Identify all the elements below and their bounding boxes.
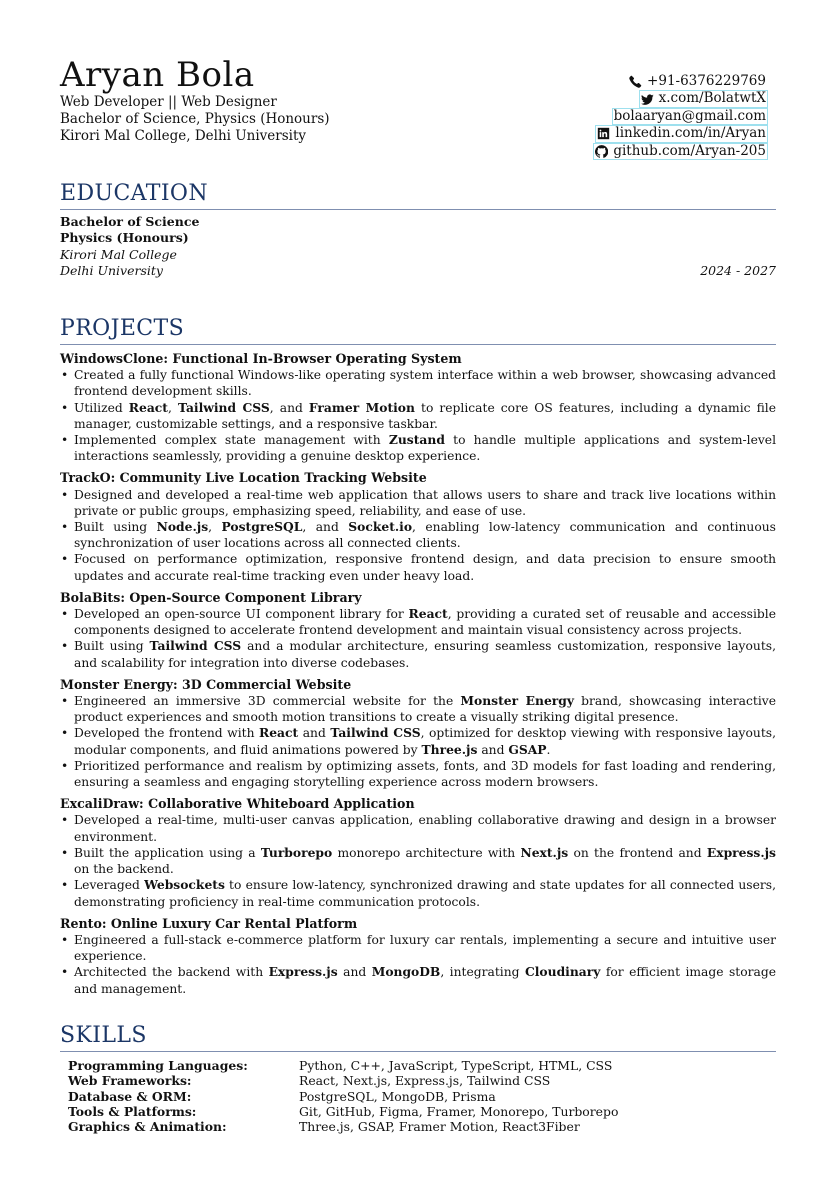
contact-phone-text: +91-6376229769 (647, 73, 766, 89)
project-bullet (60, 877, 776, 909)
candidate-name: Aryan Bola (60, 55, 255, 95)
bullet-text: and (477, 742, 509, 757)
project-entry (60, 916, 776, 997)
bullet-text: Designed and developed a real-time web application that allows users to share and track live locations within private or public groups, emphasizing speed, reliability, and ease of use. (74, 487, 776, 518)
bullet-text: to replicate core OS features, including a dynamic file manager, customizable settings, and a responsive taskbar. (74, 400, 776, 431)
bullet-keyword: Three.js (421, 741, 478, 757)
project-bullet (60, 400, 776, 432)
bullet-text: Built using (74, 639, 150, 654)
bullet-keyword: React (259, 725, 299, 741)
project-bullet (60, 432, 776, 464)
education-degree: Bachelor of Science (60, 214, 200, 229)
skills-row (68, 1089, 618, 1104)
education-entry (60, 214, 776, 280)
project-bullets (60, 812, 776, 909)
contact-linkedin[interactable] (593, 125, 768, 142)
bullet-text: Engineered an immersive 3D commercial website for the (74, 694, 461, 709)
bullet-text: , and (302, 520, 349, 535)
skill-values: PostgreSQL, MongoDB, Prisma (299, 1088, 496, 1104)
bullet-text: . (546, 742, 551, 757)
bullet-keyword: React (408, 606, 448, 622)
bullet-keyword: Tailwind CSS (330, 725, 421, 741)
bullet-text: Prioritized performance and realism by optimizing assets, fonts, and 3D models for fast loading and rendering, ensuring a seamless and engaging storytelling experience across modern browsers. (74, 758, 776, 790)
skill-category: Database & ORM: (68, 1088, 192, 1104)
bullet-keyword: Next.js (520, 844, 569, 860)
bullet-keyword: Websockets (144, 877, 225, 893)
project-title: BolaBits: Open-Source Component Library (60, 589, 362, 605)
bullet-keyword: Tailwind CSS (177, 399, 270, 415)
contact-linkedin-text: linkedin.com/in/Aryan (615, 125, 766, 142)
projects-section (60, 316, 776, 997)
education-college: Kirori Mal College (60, 246, 177, 262)
project-title: WindowsClone: Functional In-Browser Operating System (60, 351, 462, 366)
project-bullets (60, 367, 776, 464)
bullet-keyword: Turborepo (260, 844, 333, 860)
education-dates: 2024 - 2027 (700, 263, 776, 279)
college-line: Kirori Mal College, Delhi University (60, 128, 307, 144)
project-entry (60, 677, 776, 790)
skill-category: Web Frameworks: (68, 1073, 192, 1089)
skill-category: Graphics & Animation: (68, 1119, 227, 1135)
bullet-text: Implemented complex state management with (74, 433, 389, 448)
bullet-text: to handle multiple applications and system-level interactions seamlessly, providing a genuine desktop experience. (74, 433, 777, 464)
degree-line: Bachelor of Science, Physics (Honours) (60, 111, 330, 127)
contact-github-text: github.com/Aryan-205 (613, 142, 766, 159)
education-section (60, 181, 776, 280)
bullet-text: Built the application using a (74, 845, 261, 860)
project-entry (60, 351, 776, 464)
project-title: Monster Energy: 3D Commercial Website (60, 676, 352, 692)
project-bullet (60, 487, 776, 519)
bullet-text: , enabling low-latency communication and continuous synchronization of user locations across all connected clients. (74, 520, 776, 551)
bullet-keyword: Tailwind CSS (149, 638, 242, 654)
bullet-text: and a modular architecture, ensuring seamless customization, responsive layouts, and scalability for integration into diverse codebases. (74, 639, 776, 670)
skill-category: Tools & Platforms: (68, 1103, 197, 1119)
bullet-text: , optimized for desktop viewing with responsive layouts, modular components, and fluid animations powered by (74, 726, 776, 757)
bullet-text: and (337, 965, 372, 980)
bullet-keyword: Monster Energy (460, 693, 574, 709)
bullet-text: for efficient image storage and management. (74, 965, 776, 996)
bullet-text: , and (269, 400, 309, 415)
skills-section (60, 1023, 776, 1134)
bullet-keyword: Node.js (156, 519, 209, 535)
bullet-keyword: Express.js (268, 964, 338, 980)
bullet-text: Leveraged (74, 878, 145, 893)
project-bullet (60, 812, 776, 844)
bullet-text: monorepo architecture with (332, 845, 521, 860)
bullet-text: to ensure low-latency, synchronized drawing and state updates for all connected users, demonstrating proficiency in real-time communication protocols. (74, 878, 776, 909)
skills-row (68, 1058, 618, 1073)
project-bullets (60, 487, 776, 584)
skill-category: Programming Languages: (68, 1058, 248, 1073)
project-bullet (60, 932, 776, 964)
bullet-text: Created a fully functional Windows-like operating system interface within a web browser, showcasing advanced frontend development skills. (74, 368, 776, 399)
bullet-text: Architected the backend with (74, 965, 269, 980)
skills-row (68, 1073, 618, 1088)
education-heading: EDUCATION (60, 181, 776, 210)
project-entry (60, 796, 776, 909)
skills-row (68, 1119, 618, 1134)
skill-values: React, Next.js, Express.js, Tailwind CSS (299, 1073, 551, 1089)
phone-icon (629, 75, 642, 88)
resume-header (60, 55, 776, 159)
bullet-keyword: Framer Motion (308, 399, 415, 415)
project-bullet (60, 551, 776, 583)
project-bullet (60, 638, 776, 670)
project-entry (60, 590, 776, 671)
project-bullet (60, 845, 776, 877)
bullet-text: Developed the frontend with (74, 726, 259, 741)
project-bullets (60, 932, 776, 997)
twitter-icon (641, 93, 654, 106)
project-bullets (60, 693, 776, 790)
bullet-keyword: Socket.io (348, 519, 413, 535)
project-bullets (60, 606, 776, 671)
skill-values: Git, GitHub, Figma, Framer, Monorepo, Turborepo (299, 1103, 619, 1119)
bullet-text: Developed a real-time, multi-user canvas application, enabling collaborative drawing and design in a browser environment. (74, 813, 776, 844)
contact-list (593, 73, 768, 160)
project-bullet (60, 725, 776, 757)
project-bullet (60, 693, 776, 725)
project-bullet (60, 519, 776, 551)
bullet-text: and (298, 726, 331, 741)
skills-row (68, 1104, 618, 1119)
contact-twitter-text: x.com/BolatwtX (658, 90, 766, 107)
bullet-text: Engineered a full-stack e-commerce platform for luxury car rentals, implementing a secure and intuitive user experience. (74, 932, 776, 964)
contact-github[interactable] (593, 143, 768, 160)
bullet-text: , (167, 400, 178, 415)
bullet-text: Focused on performance optimization, responsive frontend design, and data precision to ensure smooth updates and accurate real-time tracking even under heavy load. (74, 552, 776, 583)
contact-email[interactable] (593, 108, 768, 125)
bullet-keyword: Cloudinary (524, 964, 601, 980)
project-title: Rento: Online Luxury Car Rental Platform (60, 915, 358, 931)
project-entry (60, 470, 776, 583)
github-icon (595, 145, 608, 158)
contact-email-text: bolaaryan@gmail.com (613, 107, 766, 124)
bullet-keyword: React (128, 399, 168, 415)
bullet-keyword: PostgreSQL (221, 519, 303, 535)
skills-heading: SKILLS (60, 1023, 776, 1052)
skill-values: Python, C++, JavaScript, TypeScript, HTML, CSS (299, 1058, 613, 1073)
projects-heading: PROJECTS (60, 316, 776, 345)
bullet-text: Developed an open-source UI component library for (74, 607, 409, 622)
project-bullet (60, 758, 776, 790)
bullet-text: , integrating (440, 965, 525, 980)
projects-list (60, 351, 776, 997)
education-major: Physics (Honours) (60, 230, 189, 246)
bullet-keyword: Express.js (706, 844, 776, 860)
education-university: Delhi University (60, 263, 163, 279)
bullet-text: , providing a curated set of reusable and accessible components designed to accelerate frontend development and maintain visual consistency across projects. (74, 607, 776, 638)
project-title: ExcaliDraw: Collaborative Whiteboard Application (60, 796, 415, 812)
project-bullet (60, 964, 776, 996)
bullet-keyword: MongoDB (371, 964, 441, 980)
project-bullet (60, 367, 776, 399)
tagline: Web Developer || Web Designer (60, 94, 277, 110)
bullet-text: on the backend. (74, 862, 174, 877)
contact-twitter[interactable] (593, 90, 768, 107)
bullet-text: Utilized (74, 400, 129, 415)
bullet-keyword: GSAP (508, 741, 547, 757)
project-bullet (60, 606, 776, 638)
bullet-keyword: Zustand (388, 432, 445, 448)
contact-phone[interactable] (593, 73, 768, 90)
linkedin-icon (597, 127, 610, 140)
bullet-text: brand, showcasing interactive product experiences and smooth motion transitions to create a visually striking digital presence. (74, 694, 776, 725)
skills-table (68, 1058, 618, 1134)
bullet-text: , (208, 520, 222, 535)
project-title: TrackO: Community Live Location Tracking Website (60, 470, 427, 486)
skill-values: Three.js, GSAP, Framer Motion, React3Fiber (299, 1119, 580, 1135)
bullet-text: Built using (74, 520, 157, 535)
bullet-text: on the frontend and (568, 845, 707, 860)
